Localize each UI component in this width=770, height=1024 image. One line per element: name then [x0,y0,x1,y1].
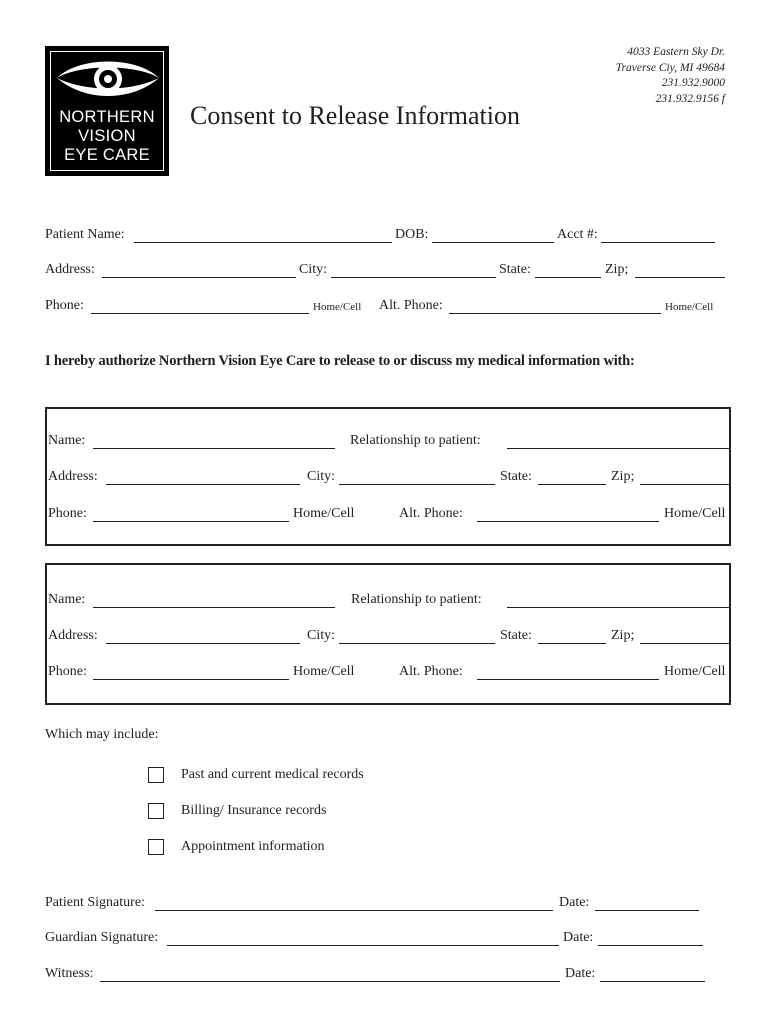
patient-address-row [45,262,725,282]
include-label: Which may include: [45,727,159,742]
patient-signature-field[interactable] [155,895,553,911]
contact-city-field[interactable] [339,469,495,485]
dob-field[interactable] [432,227,554,243]
city-label: City: [299,262,328,277]
contact-2-phone-row [48,664,732,684]
contact-zip-label: Zip; [611,469,635,484]
billing-insurance-label: Billing/ Insurance records [181,803,327,818]
contact-name-label: Name: [48,592,86,607]
contact-state-field[interactable] [538,469,606,485]
contact-city-label: City: [307,628,336,643]
contact-phone-home-cell: Home/Cell [293,664,355,679]
contact-2-address-row [48,628,732,648]
relationship-label: Relationship to patient: [351,592,482,607]
contact-alt-phone-field[interactable] [477,506,659,522]
contact-alt-phone-field[interactable] [477,664,659,680]
patient-name-row [45,227,725,247]
acct-field[interactable] [601,227,715,243]
street-address: 4033 Eastern Sky Dr. [627,46,725,58]
alt-phone-home-cell-label: Home/Cell [665,301,714,313]
witness-date-field[interactable] [600,966,705,982]
include-row [45,727,245,747]
contact-city-label: City: [307,469,336,484]
contact-alt-phone-home-cell: Home/Cell [664,664,726,679]
appointment-info-label: Appointment information [181,839,325,854]
acct-label: Acct #: [557,227,598,242]
contact-alt-phone-label: Alt. Phone: [399,664,463,679]
contact-zip-label: Zip; [611,628,635,643]
phone-label: Phone: [45,298,84,313]
contact-1-name-row [48,433,732,453]
guardian-date-label: Date: [563,930,594,945]
city-state-zip: Traverse Ciy, MI 49684 [615,61,725,74]
relationship-field[interactable] [507,592,731,608]
contact-phone-label: Phone: [48,664,87,679]
contact-name-field[interactable] [93,592,335,608]
guardian-signature-field[interactable] [167,930,559,946]
patient-signature-row [45,895,705,915]
contact-1-phone-row [48,506,732,526]
contact-state-field[interactable] [538,628,606,644]
relationship-field[interactable] [507,433,731,449]
contact-phone-home-cell: Home/Cell [293,506,355,521]
contact-name-field[interactable] [93,433,335,449]
billing-insurance-checkbox[interactable] [148,803,164,819]
address-field[interactable] [102,262,296,278]
patient-signature-label: Patient Signature: [45,895,145,910]
witness-signature-field[interactable] [100,966,560,982]
state-label: State: [499,262,531,277]
contact-box-1 [45,407,731,546]
northern-vision-logo [45,46,169,176]
contact-state-label: State: [500,628,532,643]
contact-city-field[interactable] [339,628,495,644]
logo-text-line-2: VISION [78,127,136,145]
guardian-signature-row [45,930,710,950]
phone-home-cell-label: Home/Cell [313,301,362,313]
logo-text-line-1: NORTHERN [59,108,155,126]
contact-address-label: Address: [48,628,98,643]
patient-name-field[interactable] [134,227,392,243]
witness-label: Witness: [45,966,94,981]
contact-state-label: State: [500,469,532,484]
eye-icon [55,52,161,110]
state-field[interactable] [535,262,601,278]
medical-records-checkbox[interactable] [148,767,164,783]
city-field[interactable] [331,262,496,278]
guardian-signature-label: Guardian Signature: [45,930,159,945]
relationship-label: Relationship to patient: [350,433,481,448]
contact-name-label: Name: [48,433,86,448]
contact-address-field[interactable] [106,469,300,485]
page-title: Consent to Release Information [190,101,520,130]
zip-label: Zip; [605,262,629,277]
phone-field[interactable] [91,298,309,314]
fax-number: 231.932.9156 f [655,92,725,105]
contact-phone-field[interactable] [93,664,289,680]
alt-phone-label: Alt. Phone: [379,298,443,313]
contact-1-address-row [48,469,732,489]
contact-address-label: Address: [48,469,98,484]
contact-alt-phone-home-cell: Home/Cell [664,506,726,521]
witness-date-label: Date: [565,966,596,981]
logo-text-line-3: EYE CARE [64,146,150,164]
practice-address [616,45,725,107]
contact-2-name-row [48,592,732,612]
guardian-date-field[interactable] [598,930,703,946]
witness-row [45,966,710,986]
dob-label: DOB: [395,227,429,242]
contact-box-2 [45,563,731,705]
contact-zip-field[interactable] [640,628,731,644]
patient-name-label: Patient Name: [45,227,125,242]
patient-phone-row [45,298,725,318]
address-label: Address: [45,262,95,277]
patient-date-field[interactable] [595,895,699,911]
patient-date-label: Date: [559,895,590,910]
contact-address-field[interactable] [106,628,300,644]
appointment-info-checkbox[interactable] [148,839,164,855]
contact-zip-field[interactable] [640,469,731,485]
contact-alt-phone-label: Alt. Phone: [399,506,463,521]
zip-field[interactable] [635,262,725,278]
medical-records-label: Past and current medical records [181,767,364,782]
contact-phone-label: Phone: [48,506,87,521]
phone-number: 231.932.9000 [661,77,725,89]
contact-phone-field[interactable] [93,506,289,522]
authorization-statement: I hereby authorize Northern Vision Eye Care to release to or discuss my medical information with: [45,353,635,369]
alt-phone-field[interactable] [449,298,661,314]
